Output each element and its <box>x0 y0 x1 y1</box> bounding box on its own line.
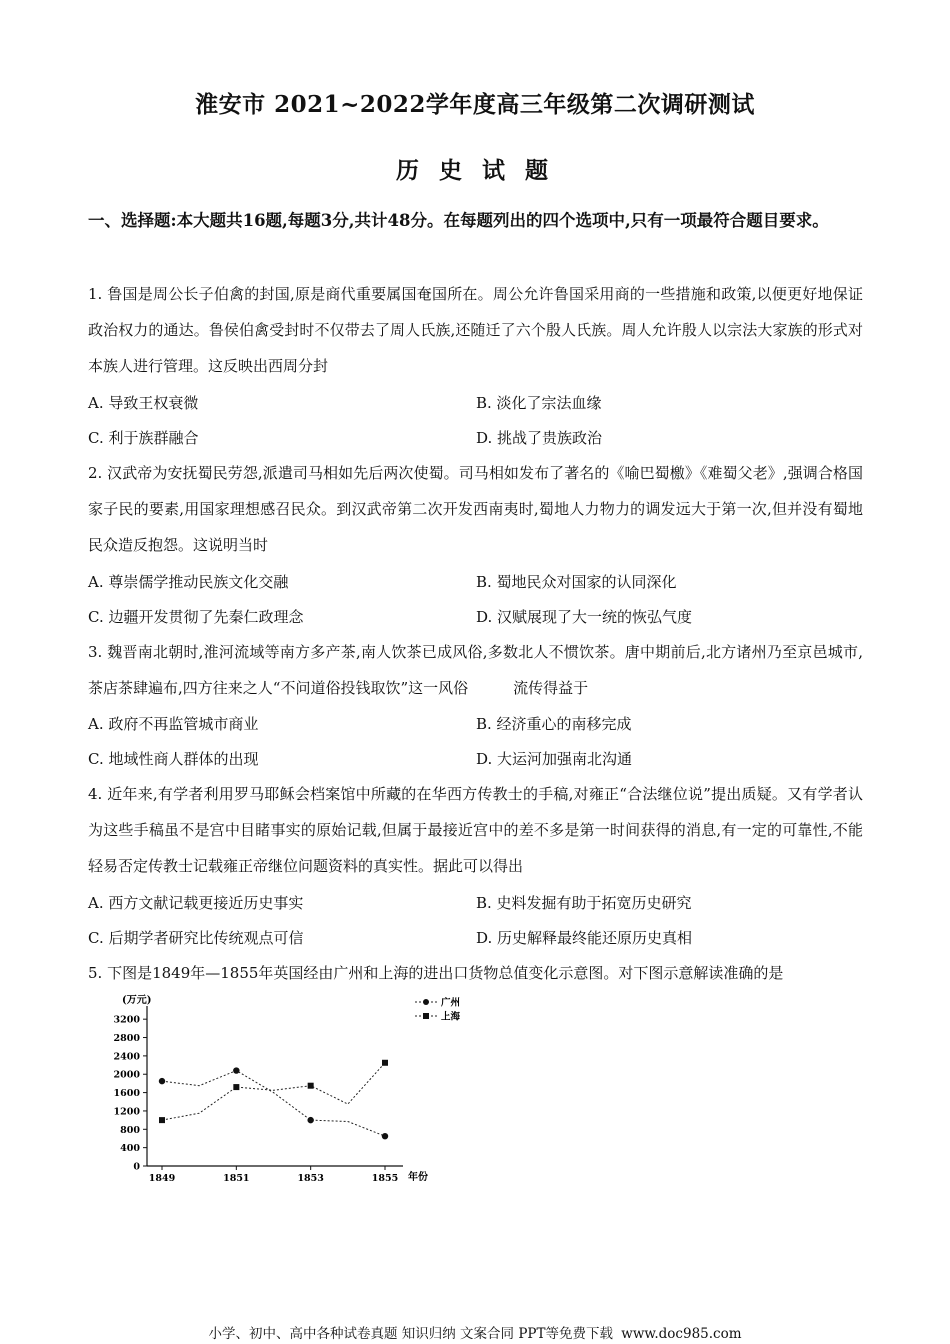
q3-option-b: B. 经济重心的南移完成 <box>476 715 632 733</box>
chart-unit-label: (万元) <box>122 995 152 1006</box>
data-point-guangzhou <box>159 1078 165 1084</box>
x-tick-label: 1849 <box>148 1173 176 1184</box>
x-axis-label: 年份 <box>408 1172 428 1183</box>
legend-marker-circle <box>423 999 429 1005</box>
y-axis <box>114 1006 147 1173</box>
q1-option-a: A. 导致王权衰微 <box>88 394 199 412</box>
q4-option-c: C. 后期学者研究比传统观点可信 <box>88 929 304 947</box>
series-line-1 <box>162 1071 385 1137</box>
legend-marker-square <box>423 1013 429 1019</box>
chart-series <box>159 1060 388 1140</box>
question-5-stem: 5. 下图是1849年—1855年英国经由广州和上海的进出口货物总值变化示意图。对下图示意解读准确的是 <box>88 964 784 982</box>
data-point-guangzhou <box>382 1133 388 1139</box>
q4-option-a: A. 西方文献记载更接近历史事实 <box>88 894 304 912</box>
y-tick-label: 3200 <box>113 1014 140 1026</box>
exam-title: 淮安市 2021~2022学年度高三年级第二次调研测试 <box>195 91 755 118</box>
q2-option-d: D. 汉赋展现了大一统的恢弘气度 <box>476 608 693 626</box>
q3-option-d: D. 大运河加强南北沟通 <box>476 750 633 768</box>
data-point-shanghai <box>308 1083 314 1089</box>
page-footer <box>0 1322 950 1342</box>
y-tick-label: 800 <box>120 1124 140 1136</box>
series-line-2 <box>162 1063 385 1120</box>
footer-url[interactable]: www.doc985.com <box>621 1326 742 1342</box>
y-tick-label: 2800 <box>113 1033 140 1045</box>
y-tick-label: 0 <box>133 1161 140 1173</box>
footer-text: 小学、初中、高中各种试卷真题 知识归纳 文案合同 PPT等免费下载 <box>208 1326 613 1342</box>
data-point-shanghai <box>382 1060 388 1066</box>
question-2-stem: 2. 汉武帝为安抚蜀民劳怨,派遣司马相如先后两次使蜀。司马相如发布了著名的《喻巴蜀檄》《难蜀父老》,强调合格国家子民的要素,用国家理想感召民众。到汉武帝第二次开发西南夷时,蜀地人力物力的调发远大于第一次,但并没有蜀地民众造反抱怨。这说明当时 <box>88 464 863 554</box>
x-tick-label: 1851 <box>223 1173 250 1184</box>
q1-option-b: B. 淡化了宗法血缘 <box>476 394 602 412</box>
data-point-guangzhou <box>307 1117 313 1123</box>
y-tick-label: 1600 <box>113 1088 140 1100</box>
legend-label: 上海 <box>441 1011 461 1023</box>
data-point-shanghai <box>159 1117 165 1123</box>
q1-option-c: C. 利于族群融合 <box>88 429 199 447</box>
q4-option-d: D. 历史解释最终能还原历史真相 <box>476 929 693 947</box>
trade-value-chart <box>95 990 475 1190</box>
y-tick-label: 2400 <box>113 1051 140 1063</box>
section-heading: 一、选择题:本大题共16题,每题3分,共计48分。在每题列出的四个选项中,只有一项最符合题目要求。 <box>88 211 829 230</box>
question-1-stem: 1. 鲁国是周公长子伯禽的封国,原是商代重要属国奄国所在。周公允许鲁国采用商的一些措施和政策,以便更好地保证政治权力的通达。鲁侯伯禽受封时不仅带去了周人氏族,还随迁了六个殷人氏族。周人允许殷人以宗法大家族的形式对本族人进行管理。这反映出西周分封 <box>88 285 863 375</box>
data-point-guangzhou <box>233 1067 239 1073</box>
q2-option-a: A. 尊崇儒学推动民族文化交融 <box>88 573 289 591</box>
q2-option-b: B. 蜀地民众对国家的认同深化 <box>476 573 677 591</box>
q4-option-b: B. 史料发掘有助于拓宽历史研究 <box>476 894 692 912</box>
x-tick-label: 1855 <box>371 1173 399 1184</box>
question-4-stem: 4. 近年来,有学者利用罗马耶稣会档案馆中所藏的在华西方传教士的手稿,对雍正“合法继位说”提出质疑。又有学者认为这些手稿虽不是宫中目睹事实的原始记载,但属于最接近宫中的差不多是第一时间获得的消息,有一定的可靠性,不能轻易否定传教士记载雍正帝继位问题资料的真实性。据此可以得出 <box>88 785 863 875</box>
q3-option-c: C. 地域性商人群体的出现 <box>88 750 259 768</box>
chart-legend <box>415 997 461 1023</box>
q1-option-d: D. 挑战了贵族政治 <box>476 429 603 447</box>
y-tick-label: 1200 <box>113 1106 140 1118</box>
data-point-shanghai <box>233 1084 239 1090</box>
y-tick-label: 400 <box>120 1143 140 1155</box>
y-tick-label: 2000 <box>113 1069 140 1081</box>
question-3-stem: 3. 魏晋南北朝时,淮河流域等南方多产茶,南人饮茶已成风俗,多数北人不惯饮茶。唐中期前后,北方诸州乃至京邑城市,茶店茶肆遍布,四方往来之人“不问道俗投钱取饮”这一风俗 流传得益于 <box>88 643 863 697</box>
q3-option-a: A. 政府不再监管城市商业 <box>88 715 259 733</box>
q2-option-c: C. 边疆开发贯彻了先秦仁政理念 <box>88 608 304 626</box>
x-tick-label: 1853 <box>297 1173 324 1184</box>
legend-label: 广州 <box>441 997 461 1009</box>
subject-title: 历 史 试 题 <box>395 157 555 184</box>
x-axis <box>147 1166 403 1184</box>
